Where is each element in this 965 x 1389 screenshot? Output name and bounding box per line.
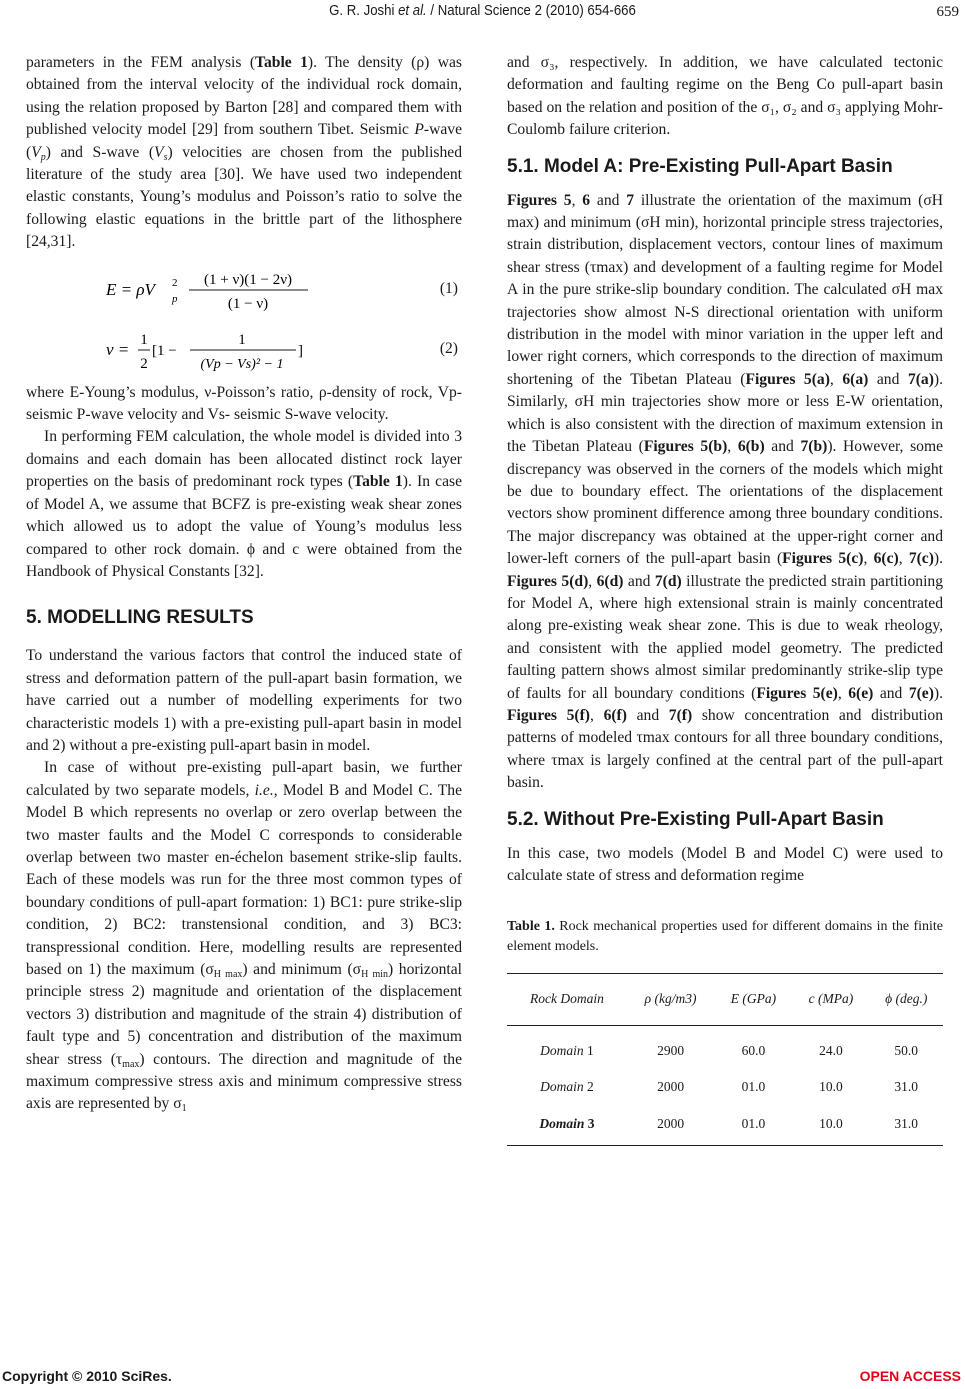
text: ) horizontal principle stress 2) magnitude and orientation of the displacement vectors 3) distribution and magnitude of the strain 4) distribution of fault type and 5) concentration and distribution of the maximum shear stress (τ xyxy=(26,961,462,1068)
eq1-sup: 2 xyxy=(172,276,178,289)
domain-number: 1 xyxy=(586,1042,594,1058)
subscript: p xyxy=(40,151,46,163)
text: V xyxy=(154,143,164,161)
table-row xyxy=(507,1025,943,1069)
domain-number: 2 xyxy=(586,1079,594,1095)
eq1-denominator: (1 − ν) xyxy=(227,295,269,312)
figure-reference: 7(e) xyxy=(908,684,934,702)
text: -wave ( xyxy=(26,121,462,161)
subscript: H max xyxy=(213,969,243,980)
text: ). In case of Model A, we assume that BCFZ is pre-existing weak shear zones which allowed us to adopt the value of Young’s modulus less compared to other rock domain. ϕ and c were obtained from the Handbook of Physical Constants [32]. xyxy=(26,473,463,580)
header-etal: et al. xyxy=(398,2,427,19)
running-title xyxy=(58,2,907,19)
text: V xyxy=(31,143,41,161)
paragraph-without xyxy=(26,757,462,1116)
cell-domain xyxy=(507,1025,627,1069)
text: illustrate the predicted strain partitioning for Model A, where high extensional strain is mainly concentrated along pre-existing weak shear zone. This is due to weak rheology, and consistent with the applied model geometry. The predicted faulting pattern shows almost similar predominantly strike-slip type of faults for all boundary conditions ( xyxy=(507,572,943,702)
figure-reference: 6(e) xyxy=(848,684,874,702)
header-journal: / Natural Science 2 (2010) 654-666 xyxy=(430,2,636,19)
equation-1 xyxy=(26,264,462,316)
cell-density: 2900 xyxy=(657,1042,685,1058)
text: P xyxy=(414,121,424,139)
column-header-rock-domain: Rock Domain xyxy=(529,991,604,1007)
eq1-lhs: E = ρV xyxy=(106,279,155,299)
text: i.e. xyxy=(254,781,274,799)
table-row xyxy=(507,1106,943,1146)
figure-reference: Figures 5(b) xyxy=(643,438,728,456)
table-header-row xyxy=(507,974,943,1025)
open-access-label: OPEN ACCESS xyxy=(859,1368,961,1384)
figure-reference: Figures 5(f) xyxy=(507,706,590,724)
cell-cohesion: 24.0 xyxy=(819,1042,843,1058)
text: ). However, some discrepancy was observed in the corners of the models which might be due to boundary effect. The orientations of the displacement vectors show prominent difference among three boundary conditions. The major discrepancy was obtained at the upper-right corner and lower-left corners of the pull-apart basin ( xyxy=(507,438,944,568)
eq2-half-den: 2 xyxy=(140,355,148,372)
subscript: s xyxy=(163,151,168,163)
column-header-density: ρ (kg/m3) xyxy=(644,991,697,1007)
figure-reference: 7(f) xyxy=(668,706,693,724)
figure-reference: 7(a) xyxy=(907,370,934,388)
eq2-denominator: (Vp − Vs)² − 1 xyxy=(200,356,284,372)
table-1 xyxy=(507,917,943,1146)
figure-reference: 7(b) xyxy=(800,438,828,456)
figure-reference: 6(d) xyxy=(596,572,624,590)
cell-cohesion: 10.0 xyxy=(819,1115,843,1131)
figure-reference: 6(c) xyxy=(873,550,899,568)
column-header-cohesion: c (MPa) xyxy=(808,991,854,1007)
text: ) and S-wave ( xyxy=(45,143,155,161)
eq1-sub: p xyxy=(172,292,178,305)
section-heading-5-1: 5.1. Model A: Pre-Existing Pull-Apart Basin xyxy=(507,155,893,177)
equation-1-number: (1) xyxy=(439,279,458,297)
text: ) velocities are chosen from the published literature of the study area [30]. We have used two independent elastic constants, Young’s modulus and Poisson’s ratio to solve the following elastic equations in the brittle part of the lithosphere [24,31]. xyxy=(26,143,462,251)
figure-reference: Figures 5 xyxy=(507,191,572,209)
section-heading-modelling-results: 5. MODELLING RESULTS xyxy=(26,607,254,629)
right-column xyxy=(507,52,943,1146)
rock-properties-table xyxy=(507,973,943,1146)
figure-reference: Figures 5(a) xyxy=(745,370,830,388)
domain-label: Domain xyxy=(540,1079,584,1095)
cell-domain xyxy=(507,1106,627,1146)
paragraph-where: where E-Young’s modulus, ν-Poisson’s ratio, ρ-density of rock, Vp- seismic P-wave velocity and Vs- seismic S-wave velocity. xyxy=(26,383,462,424)
table-caption-label: Table 1. xyxy=(507,919,555,935)
table-row xyxy=(507,1069,943,1105)
cell-domain xyxy=(507,1069,627,1105)
eq1-numerator: (1 + ν)(1 − 2ν) xyxy=(204,271,292,288)
left-column xyxy=(26,52,462,1116)
paragraph-model-a: Figures 5, 6 and 7 illustrate the orientation of the maximum (σH max) and minimum (σH min), horizontal principle stress trajectories, strain distribution, displacement vectors, contour lines of maximum shear stress (τmax) and development of a faulting regime for Model A in the pure strike-slip boundary condition. The calculated σH max trajectories show almost N-S directional orientation with uniform distribution in the model with minor variation in the upper left and lower right corners, which corresponds to the direction of maximum shortening of the Tibetan Plateau (Figures 5(a), 6(a) and 7(a)). Similarly, σH min trajectories show more or less E-W orientation, which is also consistent with the direction of maximum extension in the Tibetan Plateau (Figures 5(b), 6(b) and 7(b)). However, some discrepancy was observed in the corners of the models which might be due to boundary effect. The orientations of the displacement vectors show prominent difference among three boundary conditions. The major discrepancy was obtained at the upper-right corner and lower-left corners of the pull-apart basin (Figures 5(c), 6(c), 7(c)). Figures 5(d), 6(d) and 7(d) illustrate the predicted strain partitioning for Model A, where high extensional strain is mainly concentrated along pre-existing weak shear zone. This is due to weak rheology, and consistent with the applied model geometry. The predicted faulting pattern shows almost similar predominantly strike-slip type of faults for all boundary conditions (Figures 5(e), 6(e) and 7(e)). Figures 5(f), 6(f) and 7(f) show concentration and distribution patterns of modeled τmax contours for all three boundary conditions, where τmax is largely confined at the central part of the pull-apart basin. xyxy=(507,191,944,792)
eq2-bracket-close: ] xyxy=(298,342,303,359)
equation-2 xyxy=(26,324,462,376)
text: ). Similarly, σH min trajectories show more or less E-W orientation, which is also consistent with the direction of maximum extension in the Tibetan Plateau ( xyxy=(507,370,944,456)
text: parameters in the FEM analysis ( xyxy=(26,54,256,71)
figure-reference: 6 xyxy=(582,191,591,209)
text: In performing FEM calculation, the whole model is divided into 3 domains and each domain has been allocated distinct rock layer properties on the basis of predominant rock types ( xyxy=(26,428,462,491)
table-reference: Table 1 xyxy=(255,54,308,71)
figure-reference: 7 xyxy=(626,191,635,209)
cell-friction-angle: 31.0 xyxy=(894,1115,919,1131)
figure-reference: 6(f) xyxy=(603,706,627,724)
cell-young-modulus: 60.0 xyxy=(741,1042,766,1058)
cell-young-modulus: 01.0 xyxy=(741,1115,766,1131)
eq2-lhs: ν = xyxy=(106,339,130,359)
equation-2-number: (2) xyxy=(439,339,458,357)
text: ). The density (ρ) was obtained from the interval velocity of the individual rock domain, using the relation proposed by Barton [28] and compared them with published velocity model [29] from southern Tibet. Seismic xyxy=(26,54,462,139)
domain-number: 3 xyxy=(587,1115,595,1131)
subscript: 1 xyxy=(181,1103,187,1115)
text: show concentration and distribution patterns of modeled τmax contours for all three boundary conditions, where τmax is largely confined at the central part of the pull-apart basin. xyxy=(507,706,944,792)
table-reference: Table 1 xyxy=(353,473,403,491)
paragraph-sigma: and σ₃, respectively. In addition, we have calculated tectonic deformation and faulting regime on the Beng Co pull-apart basin based on the relation and position of the σ₁, σ₂ and σ₃ applying Mohr-Coulomb failure criterion. xyxy=(507,54,943,139)
text: In case of without pre-existing pull-apart basin, we further calculated by two separate models, xyxy=(26,759,462,799)
eq2-half-num: 1 xyxy=(140,331,148,348)
subscript: max xyxy=(122,1058,140,1070)
figure-reference: Figures 5(d) xyxy=(507,572,589,590)
domain-label: Domain xyxy=(539,1115,585,1131)
figure-reference: 6(b) xyxy=(737,438,765,456)
figure-reference: 7(c) xyxy=(908,550,934,568)
table-caption xyxy=(507,917,943,957)
cell-friction-angle: 50.0 xyxy=(894,1042,919,1058)
running-header xyxy=(0,0,965,24)
cell-young-modulus: 01.0 xyxy=(741,1079,766,1095)
subscript: H min xyxy=(361,969,389,980)
cell-cohesion: 10.0 xyxy=(819,1079,843,1095)
text: ). xyxy=(933,550,944,568)
text: , Model B and Model C. The Model B which represents no overlap or zero overlap between the two master faults and the Model C corresponds to considerable overlap between two master en-échelon basement strike-slip faults. Each of these models was run for the three most common types of boundary conditions of pull-apart formation: 1) BC1: pure strike-slip condition, 2) BC2: transtensional condition, and 3) BC3: transpressional condition. Here, modelling results are represented based on 1) the maximum (σ xyxy=(26,781,462,978)
cell-density: 2000 xyxy=(657,1079,685,1095)
paragraph-parameters xyxy=(26,52,462,254)
page-number: 659 xyxy=(936,4,959,20)
eq2-numerator: 1 xyxy=(238,331,246,348)
paragraph-understand: To understand the various factors that control the induced state of stress and deformation pattern of the pull-apart basin formation, we have carried out a number of modelling experiments for two characteristic models 1) with a pre-existing pull-apart basin in model and 2) without a pre-existing pull-apart basin in model. xyxy=(26,647,462,754)
figure-reference: Figures 5(c) xyxy=(782,550,864,568)
table-caption-text: Rock mechanical properties used for different domains in the finite element models. xyxy=(507,919,943,955)
domain-label: Domain xyxy=(540,1042,584,1058)
header-authors: G. R. Joshi xyxy=(329,2,395,19)
text: ) contours. The direction and magnitude of the maximum compressive stress axis and minimum compressive stress axis are represented by σ xyxy=(26,1050,462,1113)
section-heading-5-2: 5.2. Without Pre-Existing Pull-Apart Basin xyxy=(507,808,884,830)
column-header-young-modulus: E (GPa) xyxy=(730,991,777,1007)
figure-reference: Figures 5(e) xyxy=(756,684,838,702)
eq2-bracket-open: [1 − xyxy=(152,342,177,359)
paragraph-models-b-c: In this case, two models (Model B and Model C) were used to calculate state of stress and deformation regime xyxy=(507,844,943,884)
equation-2-graphic xyxy=(86,324,346,376)
cell-friction-angle: 31.0 xyxy=(894,1079,919,1095)
figure-reference: 7(d) xyxy=(654,572,682,590)
equation-1-graphic xyxy=(86,264,346,316)
paragraph-fem xyxy=(26,426,462,583)
text: ) and minimum (σ xyxy=(242,961,362,978)
figure-reference: 6(a) xyxy=(842,370,869,388)
cell-density: 2000 xyxy=(657,1115,685,1131)
text: ). xyxy=(933,684,944,702)
copyright-notice: Copyright © 2010 SciRes. xyxy=(2,1368,172,1384)
column-header-friction-angle: ϕ (deg.) xyxy=(885,991,928,1007)
text: illustrate the orientation of the maximum (σH max) and minimum (σH min), horizontal principle stress trajectories, strain distribution, displacement vectors, contour lines of maximum shear stress (τmax) and development of a faulting regime for Model A in the pure strike-slip boundary condition. The calculated σH max trajectories show almost N-S directional orientation with uniform distribution in the model with minor variation in the upper left and lower right corners, which corresponds to the direction of maximum shortening of the Tibetan Plateau ( xyxy=(507,191,944,388)
